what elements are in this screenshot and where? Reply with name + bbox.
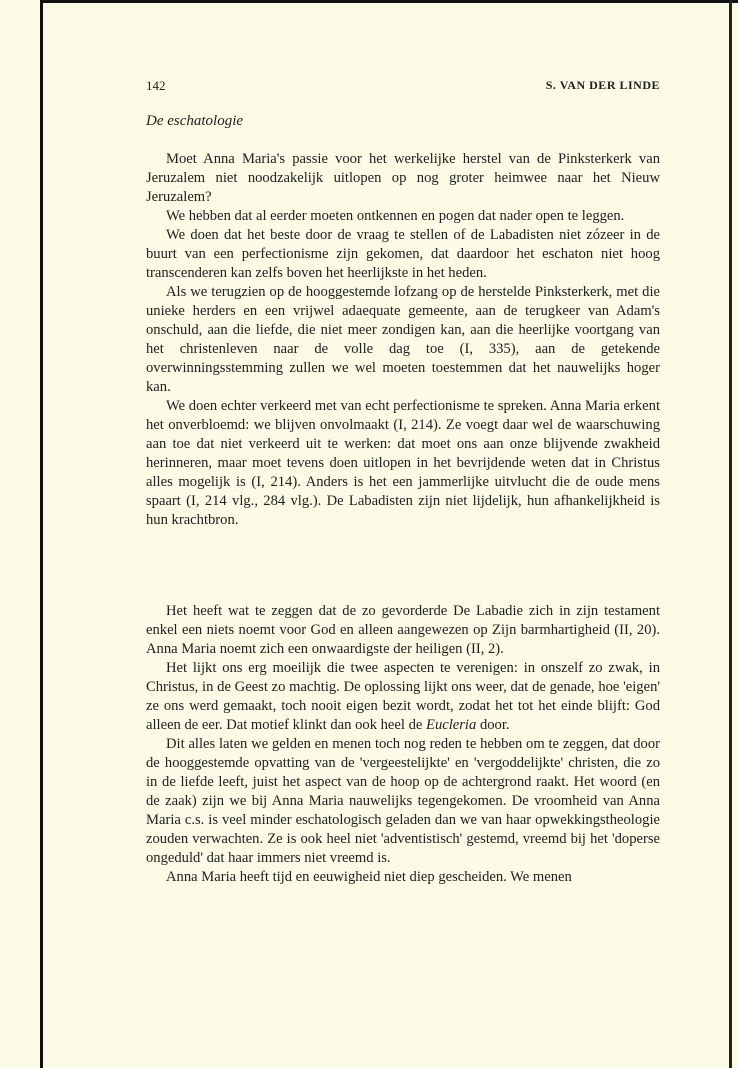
- paragraph: We doen dat het beste door de vraag te stellen of de Labadisten niet zózeer in de buurt van een perfectionisme zijn gekomen, dat daardoor het eschaton niet hoog transcenderen kan zelfs boven het heerlijkste in het heden.: [146, 227, 660, 281]
- paragraph: We hebben dat al eerder moeten ontkennen en pogen dat nader open te leggen.: [166, 208, 625, 224]
- paragraph: Als we terugzien op de hooggestemde lofzang op de herstelde Pinksterkerk, met die unieke herders en een vrijwel adaequate gemeente, aan de terugkeer van Adam's onschuld, aan die liefde, die niet meer zondigen kan, aan die heerlijke voortgang van het christenleven naar de volle dag toe (I, 335), aan de getekende overwinningsstemming zullen we wel moeten toestemmen dat het nauwelijks hoger kan.: [146, 284, 660, 395]
- paragraph: We doen echter verkeerd met van echt perfectionisme te spreken. Anna Maria erkent het onverbloemd: we blijven onvolmaakt (I, 214). Ze voegt daar wel de waarschuwing aan toe dat niet verkeerd uit te werken: dat moet ons aan onze blijvende zwakheid herinneren, maar moet tevens doen uitlopen in het bevrijdende weten dat in Christus alles mogelijk is (I, 214). Anders is het een jammerlijke uitvlucht die de oude mens spaart (I, 214 vlg., 284 vlg.). De Labadisten zijn niet lijdelijk, hun afhankelijkheid is hun krachtbron.: [146, 398, 660, 528]
- page-edge-right: [729, 0, 732, 1068]
- running-head: S. VAN DER LINDE: [545, 78, 660, 92]
- book-title-eucleria: Eucleria: [426, 717, 477, 733]
- paragraph-text-end: door.: [476, 717, 510, 733]
- page-edge-left: [40, 0, 43, 1068]
- page-number: 142: [146, 78, 166, 93]
- section-title: De eschatologie: [146, 113, 244, 129]
- paragraph: [146, 659, 660, 735]
- text-block-1: [146, 150, 660, 530]
- page-edge-top: [40, 0, 738, 3]
- paragraph: Dit alles laten we gelden en menen toch nog reden te hebben om te zeggen, dat door de hooggestemde opvatting van de 'vergeestelijkte' en 'vergoddelijkte' christen, die zo in de liefde leeft, juist het aspect van de hoop op de achtergrond raakt. Het woord (en de zaak) zijn we bij Anna Maria nauwelijks tegengekomen. De vroomheid van Anna Maria c.s. is veel minder eschatologisch geladen dan we van haar opwekkingstheologie zouden verwachten. Ze is ook heel niet 'adventistisch' gestemd, vreemd bij het 'doperse ongeduld' dat haar immers niet vreemd is.: [146, 736, 660, 866]
- paragraph: Het heeft wat te zeggen dat de zo gevorderde De Labadie zich in zijn testament enkel een niets noemt voor God en alleen aangewezen op Zijn barmhartigheid (II, 20). Anna Maria noemt zich een onwaardigste der heiligen (II, 2).: [146, 603, 660, 657]
- text-block-2: [146, 602, 660, 887]
- paragraph: Anna Maria heeft tijd en eeuwigheid niet diep gescheiden. We menen: [166, 869, 572, 885]
- paragraph-text: Het lijkt ons erg moeilijk die twee aspecten te verenigen: in onszelf zo zwak, in Christus, in de Geest zo machtig. De oplossing lijkt ons weer, dat de genade, hoe 'eigen' ze ons werd gemaakt, toch nooit eigen bezit wordt, zodat het tot het einde blijft: God alleen de eer. Dat motief klinkt dan ook heel de: [146, 660, 660, 733]
- paragraph: Moet Anna Maria's passie voor het werkelijke herstel van de Pinksterkerk van Jeruzalem niet noodzakelijk uitlopen op nog groter heimwee naar het Nieuw Jeruzalem?: [146, 151, 660, 205]
- page-header: [146, 78, 660, 98]
